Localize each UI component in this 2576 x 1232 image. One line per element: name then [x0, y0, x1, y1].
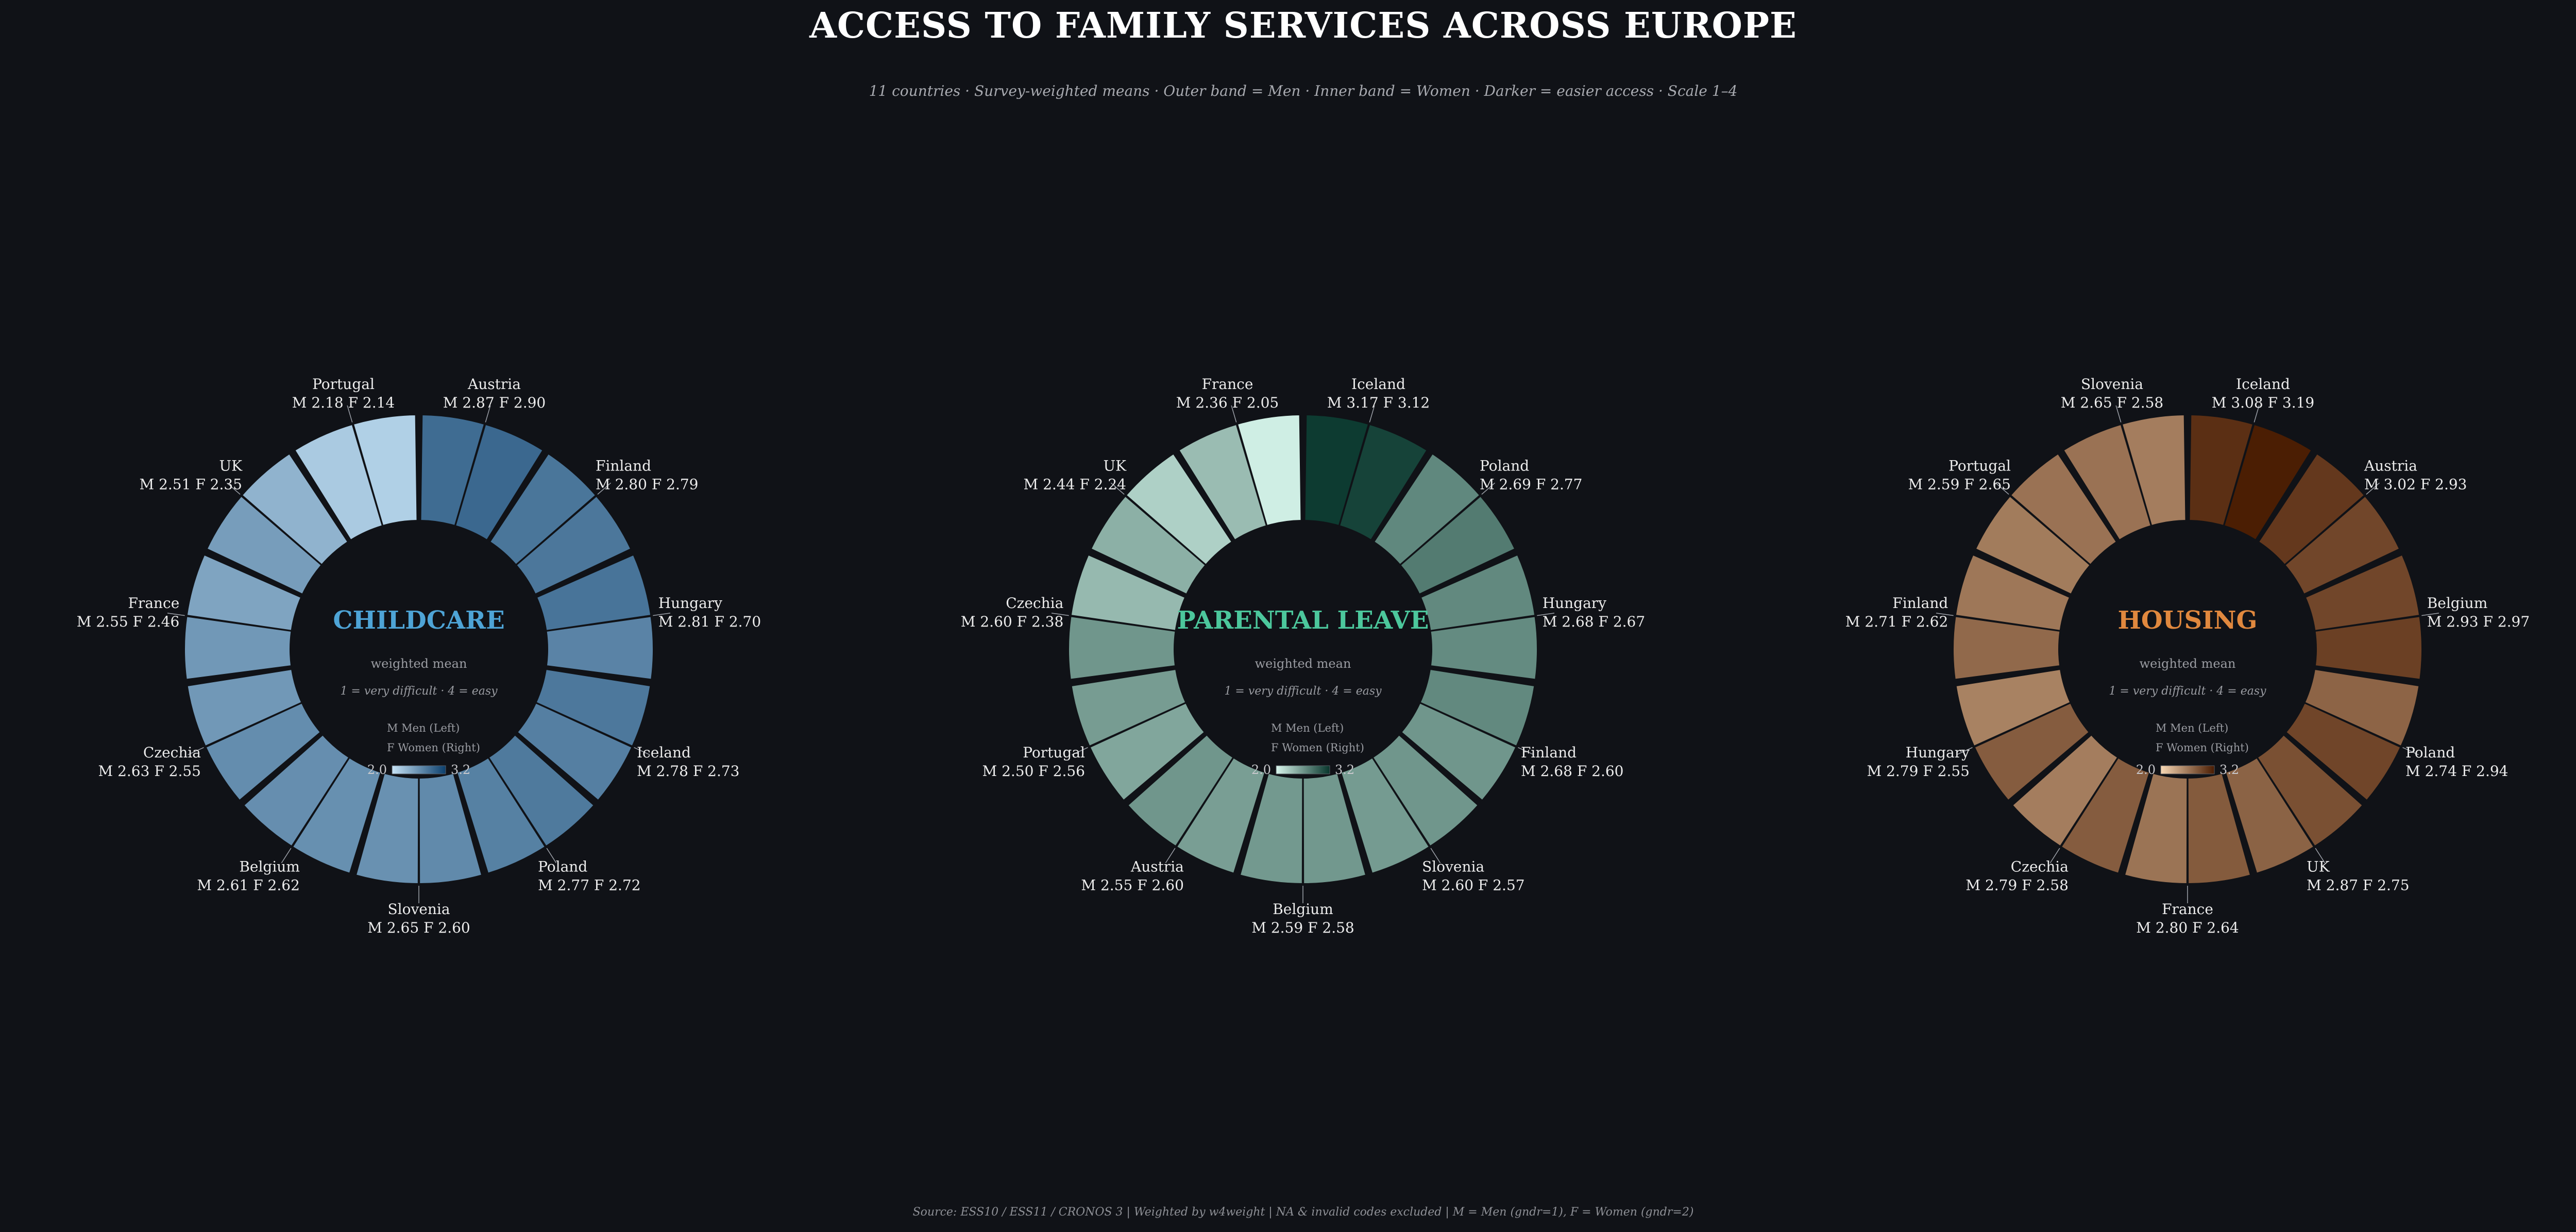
label-poland-country: Poland — [2405, 744, 2455, 761]
label-finland-country: Finland — [1521, 744, 1577, 761]
label-czechia-values: M 2.60 F 2.38 — [960, 613, 1064, 630]
label-portugal-country: Portugal — [312, 376, 375, 393]
label-czechia-country: Czechia — [2010, 858, 2069, 875]
label-finland-values: M 2.80 F 2.79 — [596, 476, 699, 493]
label-poland-country: Poland — [1480, 457, 1530, 475]
label-uk-values: M 2.44 F 2.24 — [1023, 476, 1126, 493]
parental-leave-legend-men: M Men (Left) — [1271, 722, 1344, 734]
childcare-colorbar-max: 3.2 — [451, 763, 471, 777]
label-portugal-values: M 2.50 F 2.56 — [982, 763, 1085, 780]
label-poland-values: M 2.69 F 2.77 — [1480, 476, 1583, 493]
label-czechia-country: Czechia — [143, 744, 201, 761]
label-france-values: M 2.80 F 2.64 — [2136, 919, 2239, 936]
label-finland-values: M 2.68 F 2.60 — [1521, 763, 1624, 780]
page-title: ACCESS TO FAMILY SERVICES ACROSS EUROPE — [809, 5, 1797, 46]
label-portugal-country: Portugal — [1023, 744, 1085, 761]
childcare-legend-men: M Men (Left) — [387, 722, 460, 734]
label-finland-country: Finland — [1892, 595, 1948, 612]
label-france-country: France — [2162, 901, 2213, 918]
housing-colorbar-max: 3.2 — [2219, 763, 2240, 777]
childcare-center-scale: 1 = very difficult · 4 = easy — [340, 685, 498, 698]
parental-leave-legend-women: F Women (Right) — [1271, 741, 1364, 754]
parental-leave-colorbar-max: 3.2 — [1335, 763, 1355, 777]
label-uk-values: M 2.51 F 2.35 — [139, 476, 242, 493]
label-hungary-values: M 2.81 F 2.70 — [658, 613, 761, 630]
label-iceland-country: Iceland — [637, 744, 691, 761]
label-france-country: France — [1201, 376, 1253, 393]
housing-colorbar-min: 2.0 — [2136, 763, 2156, 777]
childcare-title: CHILDCARE — [333, 606, 505, 635]
label-czechia-values: M 2.79 F 2.58 — [1965, 876, 2069, 894]
label-belgium-country: Belgium — [2427, 595, 2488, 612]
label-uk-country: UK — [219, 457, 242, 475]
housing-legend-women: F Women (Right) — [2156, 741, 2249, 754]
label-uk-country: UK — [1103, 457, 1126, 475]
label-poland-country: Poland — [538, 858, 588, 875]
label-portugal-country: Portugal — [1948, 457, 2011, 475]
parental-leave-colorbar-min: 2.0 — [1251, 763, 1271, 777]
label-uk-values: M 2.87 F 2.75 — [2307, 876, 2410, 894]
label-austria-country: Austria — [2364, 457, 2417, 475]
parental-leave-center-scale: 1 = very difficult · 4 = easy — [1224, 685, 1382, 698]
label-hungary-country: Hungary — [1542, 595, 1607, 612]
label-france-country: France — [128, 595, 180, 612]
label-czechia-country: Czechia — [1006, 595, 1064, 612]
label-finland-country: Finland — [596, 457, 652, 475]
parental-leave-center-subtitle: weighted mean — [1255, 656, 1351, 671]
parental-leave-radial-chart — [961, 376, 1645, 936]
footer-source: Source: ESS10 / ESS11 / CRONOS 3 | Weighted by w4weight | NA & invalid codes excluded | M = Men (gndr=1), F = Women (gndr=2) — [912, 1206, 1694, 1219]
label-iceland-country: Iceland — [2236, 376, 2290, 393]
label-finland-values: M 2.71 F 2.62 — [1845, 613, 1948, 630]
label-austria-values: M 2.87 F 2.90 — [443, 394, 546, 412]
label-slovenia-values: M 2.60 F 2.57 — [1422, 876, 1525, 894]
parental-leave-colorbar — [1276, 766, 1330, 774]
label-belgium-country: Belgium — [239, 858, 300, 875]
childcare-center-subtitle: weighted mean — [370, 656, 467, 671]
label-slovenia-country: Slovenia — [1422, 858, 1485, 875]
label-czechia-values: M 2.63 F 2.55 — [98, 763, 201, 780]
housing-radial-chart — [1845, 376, 2530, 936]
label-poland-values: M 2.77 F 2.72 — [538, 876, 641, 894]
label-iceland-values: M 3.08 F 3.19 — [2211, 394, 2315, 412]
label-slovenia-country: Slovenia — [387, 901, 450, 918]
housing-center-subtitle: weighted mean — [2139, 656, 2236, 671]
label-austria-country: Austria — [1130, 858, 1184, 875]
label-iceland-values: M 2.78 F 2.73 — [637, 763, 740, 780]
label-belgium-values: M 2.93 F 2.97 — [2427, 613, 2530, 630]
childcare-colorbar-min: 2.0 — [367, 763, 387, 777]
label-austria-values: M 3.02 F 2.93 — [2364, 476, 2467, 493]
label-hungary-values: M 2.68 F 2.67 — [1542, 613, 1646, 630]
parental-leave-title: PARENTAL LEAVE — [1177, 606, 1429, 635]
label-hungary-values: M 2.79 F 2.55 — [1867, 763, 1970, 780]
childcare-legend-women: F Women (Right) — [387, 741, 480, 754]
label-france-values: M 2.36 F 2.05 — [1176, 394, 1279, 412]
label-france-values: M 2.55 F 2.46 — [76, 613, 180, 630]
housing-colorbar — [2161, 766, 2214, 774]
housing-title: HOUSING — [2117, 606, 2258, 635]
label-hungary-country: Hungary — [1905, 744, 1970, 761]
childcare-radial-chart — [77, 376, 761, 936]
housing-legend-men: M Men (Left) — [2156, 722, 2229, 734]
label-iceland-values: M 3.17 F 3.12 — [1327, 394, 1430, 412]
housing-center-scale: 1 = very difficult · 4 = easy — [2109, 685, 2266, 698]
label-portugal-values: M 2.59 F 2.65 — [1908, 476, 2011, 493]
label-uk-country: UK — [2307, 858, 2330, 875]
label-portugal-values: M 2.18 F 2.14 — [292, 394, 395, 412]
label-iceland-country: Iceland — [1351, 376, 1405, 393]
label-belgium-country: Belgium — [1273, 901, 1333, 918]
label-hungary-country: Hungary — [658, 595, 723, 612]
label-belgium-values: M 2.61 F 2.62 — [197, 876, 300, 894]
label-slovenia-country: Slovenia — [2080, 376, 2144, 393]
childcare-colorbar — [392, 766, 446, 774]
label-poland-values: M 2.74 F 2.94 — [2405, 763, 2509, 780]
page-subtitle: 11 countries · Survey-weighted means · Outer band = Men · Inner band = Women · Darker = easier access · Scale 1–4 — [869, 82, 1738, 99]
label-slovenia-values: M 2.65 F 2.60 — [367, 919, 470, 936]
label-belgium-values: M 2.59 F 2.58 — [1251, 919, 1354, 936]
label-austria-country: Austria — [468, 376, 521, 393]
label-slovenia-values: M 2.65 F 2.58 — [2060, 394, 2164, 412]
label-austria-values: M 2.55 F 2.60 — [1081, 876, 1184, 894]
